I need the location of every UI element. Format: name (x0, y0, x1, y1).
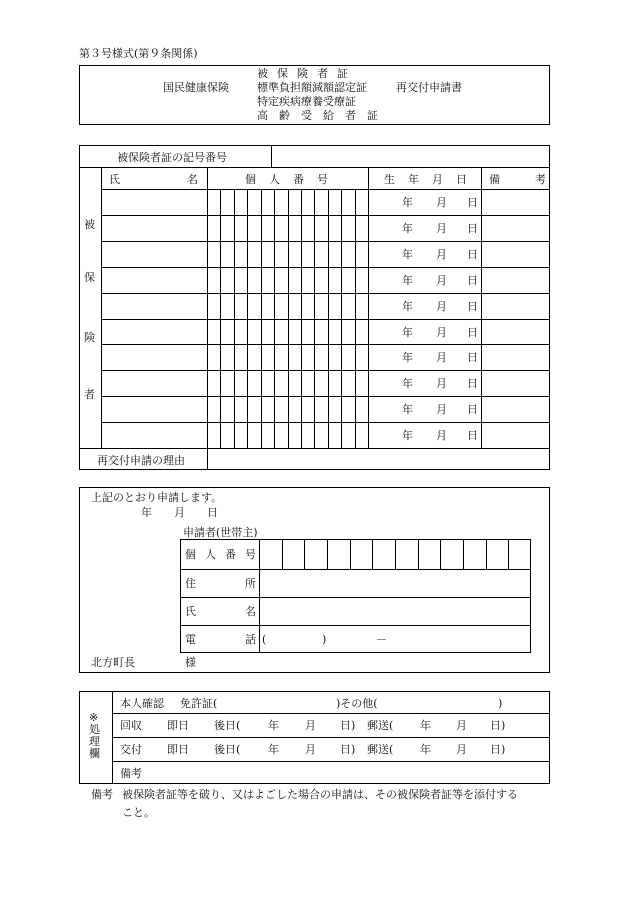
issue-later: 後日( (214, 743, 241, 756)
header-remarks-1: 備 (489, 173, 500, 186)
symbol-number-label: 被保険者証の記号番号 (117, 151, 227, 164)
phone-close-paren: ) (322, 633, 327, 646)
birth-year-label: 年 (402, 326, 413, 339)
birth-day-label: 日 (467, 326, 478, 339)
collect-same-day: 即日 (167, 719, 189, 732)
applicant-pn-digit-divider (418, 539, 419, 569)
title-cert-2: 標準負担額減額認定証 (257, 81, 367, 94)
issue-year: 年 (268, 743, 279, 756)
header-name-1: 氏 (109, 173, 120, 186)
header-remarks-2: 考 (535, 173, 546, 186)
insured-remarks-cell[interactable] (482, 320, 549, 344)
applicant-pn-digit-divider (372, 539, 373, 569)
birth-month-label: 月 (436, 196, 447, 209)
header-bd-2: 年 (408, 173, 419, 186)
footnote-line-2: こと。 (122, 806, 155, 819)
applicant-phone-1: 電 (185, 633, 196, 646)
header-pn-1: 個 (245, 173, 256, 186)
side-label-char: 被 (84, 218, 95, 231)
birth-day-label: 日 (467, 429, 478, 442)
identity-other-close: ) (498, 697, 503, 710)
applicant-pn-digit-divider (395, 539, 396, 569)
applicant-phone-field[interactable] (260, 626, 530, 652)
processing-side-char: ※ (89, 711, 99, 724)
collect-mail: 郵送( (367, 719, 394, 732)
header-bd-3: 月 (432, 173, 443, 186)
row-divider-symbol (79, 167, 550, 168)
collect-mail-month: 月 (456, 719, 467, 732)
application-date-year: 年 (141, 506, 152, 519)
form-number: 第３号様式(第９条関係) (79, 47, 198, 60)
issue-month: 月 (305, 743, 316, 756)
applicant-pn-1: 個 (185, 548, 196, 561)
issue-mail: 郵送( (367, 743, 394, 756)
applicant-address-2: 所 (245, 577, 256, 590)
collect-mail-day: 日) (490, 719, 506, 732)
pn-column-divider (368, 167, 369, 448)
birth-month-label: 月 (436, 248, 447, 261)
applicant-name-field[interactable] (260, 598, 530, 625)
processing-side-char: 処 (89, 723, 100, 736)
collect-mail-year: 年 (420, 719, 431, 732)
applicant-pn-2: 人 (205, 548, 216, 561)
insured-name-cell[interactable] (102, 268, 206, 293)
applicant-pn-4: 号 (245, 548, 256, 561)
honorific: 様 (185, 656, 196, 669)
header-pn-3: 番 (293, 173, 304, 186)
collect-day: 日) (340, 719, 356, 732)
header-pn-4: 号 (317, 173, 328, 186)
applicant-pn-digit-divider (440, 539, 441, 569)
applicant-pn-digit-divider (304, 539, 305, 569)
addressee: 北方町長 (91, 656, 135, 669)
applicant-name-2: 名 (245, 605, 256, 618)
insured-remarks-cell[interactable] (482, 190, 549, 215)
applicant-label: 申請者(世帯主) (183, 526, 258, 539)
insured-remarks-cell[interactable] (482, 294, 549, 319)
birth-year-label: 年 (402, 429, 413, 442)
insured-name-cell[interactable] (102, 190, 206, 215)
issue-same-day: 即日 (167, 743, 189, 756)
birth-day-label: 日 (467, 403, 478, 416)
phone-dash: － (376, 633, 387, 646)
processing-side-char: 理 (89, 735, 100, 748)
collect-year: 年 (268, 719, 279, 732)
birth-year-label: 年 (402, 351, 413, 364)
title-cert-1: 被保険者証 (257, 67, 357, 80)
application-date-month: 月 (174, 506, 185, 519)
issue-day: 日) (340, 743, 356, 756)
processing-remarks: 備考 (120, 767, 142, 780)
birth-year-label: 年 (402, 300, 413, 313)
applicant-pn-digit-divider (486, 539, 487, 569)
insured-remarks-cell[interactable] (482, 216, 549, 241)
insured-remarks-cell[interactable] (482, 242, 549, 267)
applicant-address-1: 住 (185, 577, 196, 590)
header-pn-2: 人 (269, 173, 280, 186)
reason-label: 再交付申請の理由 (97, 454, 185, 467)
birth-day-label: 日 (467, 274, 478, 287)
insured-name-cell[interactable] (102, 294, 206, 319)
processing-row-2 (112, 737, 550, 738)
applicant-name-1: 氏 (185, 605, 196, 618)
applicant-pn-digit-divider (350, 539, 351, 569)
collect-later: 後日( (214, 719, 241, 732)
birth-year-label: 年 (402, 403, 413, 416)
insured-remarks-cell[interactable] (482, 371, 549, 396)
birth-month-label: 月 (436, 300, 447, 313)
insured-name-cell[interactable] (102, 320, 206, 344)
applicant-pn-digit-divider (463, 539, 464, 569)
collect-month: 月 (305, 719, 316, 732)
birth-month-label: 月 (436, 326, 447, 339)
footnote-label: 備考 (91, 788, 113, 801)
birth-month-label: 月 (436, 403, 447, 416)
processing-row-1 (112, 713, 550, 714)
birth-month-label: 月 (436, 377, 447, 390)
processing-row-3 (112, 761, 550, 762)
birth-day-label: 日 (467, 351, 478, 364)
footnote-line-1: 被保険者証等を破り、又はよごした場合の申請は、その被保険者証等を添付する (122, 788, 518, 801)
birth-day-label: 日 (467, 300, 478, 313)
birth-year-label: 年 (402, 377, 413, 390)
birth-year-label: 年 (402, 222, 413, 235)
header-name-2: 名 (187, 173, 198, 186)
insured-remarks-cell[interactable] (482, 397, 549, 422)
birth-month-label: 月 (436, 429, 447, 442)
applicant-pn-3: 番 (225, 548, 236, 561)
title-left-label: 国民健康保険 (163, 81, 229, 94)
header-bd-1: 生 (384, 173, 395, 186)
title-cert-4: 高齢受給者証 (257, 109, 389, 122)
collect-label: 回収 (120, 719, 142, 732)
side-label-char: 保 (84, 271, 95, 284)
insured-name-cell[interactable] (102, 397, 206, 422)
birth-day-label: 日 (467, 248, 478, 261)
birth-year-label: 年 (402, 248, 413, 261)
birth-day-label: 日 (467, 377, 478, 390)
issue-mail-day: 日) (490, 743, 506, 756)
insured-remarks-cell[interactable] (482, 268, 549, 293)
birth-month-label: 月 (436, 351, 447, 364)
birth-day-label: 日 (467, 196, 478, 209)
insured-remarks-cell[interactable] (482, 345, 549, 370)
application-date-day: 日 (207, 506, 218, 519)
insured-name-cell[interactable] (102, 423, 206, 448)
applicant-pn-digit-divider (508, 539, 509, 569)
insured-name-cell[interactable] (102, 242, 206, 267)
insured-name-cell[interactable] (102, 345, 206, 370)
processing-side-char: 欄 (89, 747, 100, 760)
applicant-pn-digit-divider (282, 539, 283, 569)
phone-open-paren: ( (262, 633, 267, 646)
birth-day-label: 日 (467, 222, 478, 235)
applicant-address-field[interactable] (260, 570, 530, 597)
title-cert-3: 特定疾病療養受療証 (257, 95, 356, 108)
insured-remarks-cell[interactable] (482, 423, 549, 448)
side-label-char: 者 (84, 388, 95, 401)
identity-license: 免許証( (180, 697, 218, 710)
identity-license-close: )その他( (336, 697, 378, 710)
reason-field[interactable] (208, 449, 549, 469)
issue-label: 交付 (120, 743, 142, 756)
issue-mail-year: 年 (420, 743, 431, 756)
applicant-phone-2: 話 (245, 633, 256, 646)
birth-year-label: 年 (402, 274, 413, 287)
header-bd-4: 日 (456, 173, 467, 186)
title-right-label: 再交付申請書 (396, 81, 462, 94)
birth-year-label: 年 (402, 196, 413, 209)
side-label-char: 険 (84, 331, 95, 344)
symbol-number-field[interactable] (272, 146, 549, 167)
applicant-pn-digit-divider (327, 539, 328, 569)
birth-month-label: 月 (436, 274, 447, 287)
issue-mail-month: 月 (456, 743, 467, 756)
insured-name-cell[interactable] (102, 216, 206, 241)
insured-name-cell[interactable] (102, 371, 206, 396)
identity-check-label: 本人確認 (120, 697, 164, 710)
application-statement: 上記のとおり申請します。 (91, 491, 223, 504)
birth-month-label: 月 (436, 222, 447, 235)
